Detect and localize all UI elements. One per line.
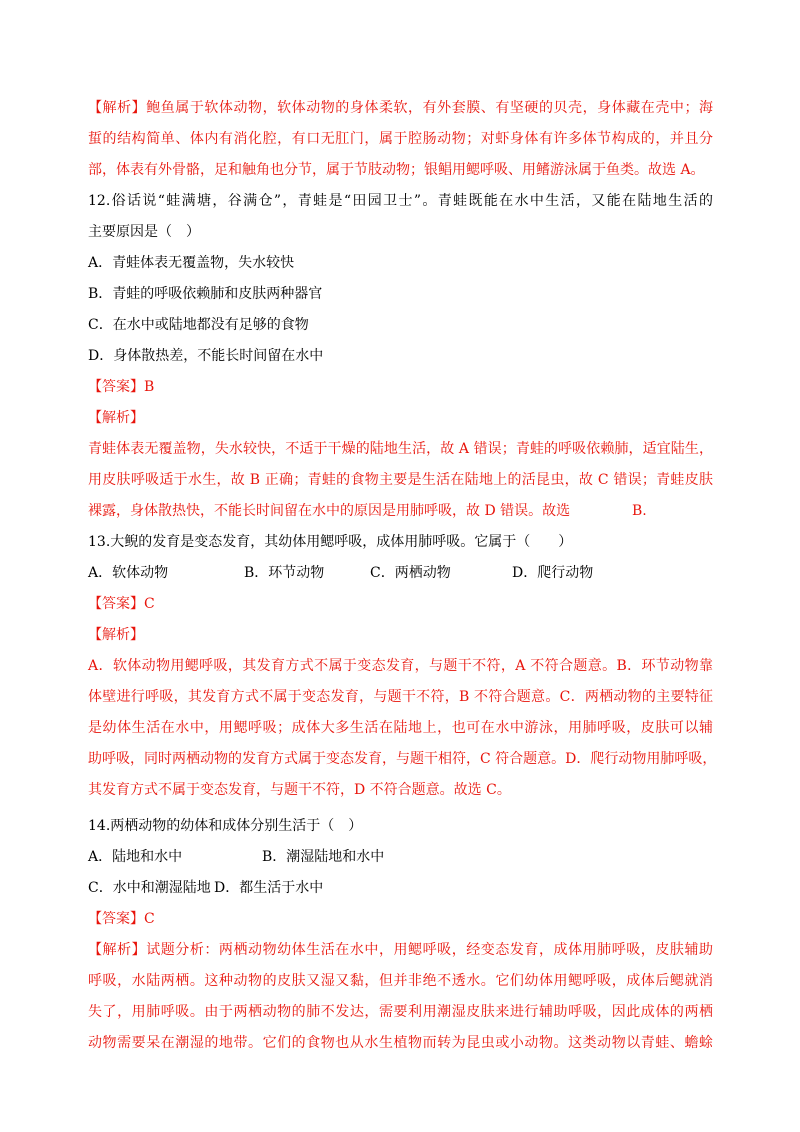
q14-option-c: C．水中和潮湿陆地: [88, 880, 211, 896]
q14-option-a: A．陆地和水中: [88, 849, 183, 865]
q12-analysis-line: B.: [632, 503, 647, 519]
q12-option-a: A．青蛙体表无覆盖物，失水较快: [88, 255, 295, 271]
q13-option-c: C．两栖动物: [370, 565, 451, 581]
q13-options: [88, 558, 713, 588]
q12-stem: 主要原因是（ ）: [88, 224, 200, 240]
q14-analysis-line: 呼吸，水陆两栖。这种动物的皮肤又湿又黏，但并非绝不透水。它们幼体用鳃呼吸，成体后鳃就消: [88, 973, 713, 989]
q13-analysis-line: 体壁进行呼吸，其发育方式不属于变态发育，与题干不符，B 不符合题意。C．两栖动物的主要特征: [88, 689, 713, 705]
q14-option-d: D．都生活于水中: [214, 880, 324, 896]
q11-analysis-line: 部，体表有外骨骼，足和触角也分节，属于节肢动物；银鲳用鳃呼吸、用鳍游泳属于鱼类。故选 A。: [88, 162, 705, 178]
q13-analysis-line: 其发育方式不属于变态发育，与题干不符，D 不符合题意。故选 C。: [88, 782, 511, 798]
q12-stem: 12.俗话说“蛙满塘，谷满仓”，青蛙是“田园卫士”。青蛙既能在水中生活，又能在陆地生活的: [88, 193, 713, 209]
q14-analysis-line: 动物需要呆在潮湿的地带。它们的食物也从水生植物而转为昆虫或小动物。这类动物以青蛙、蟾蜍: [88, 1035, 713, 1051]
q14-stem: 14.两栖动物的幼体和成体分别生活于（ ）: [88, 818, 363, 834]
q11-analysis-line: 蜇的结构简单、体内有消化腔，有口无肛门，属于腔肠动物；对虾身体有许多体节构成的，并且分: [88, 131, 713, 147]
q14-answer: 【答案】C: [88, 911, 155, 927]
q14-options-row: [88, 842, 713, 872]
q13-analysis-line: 是幼体生活在水中，用鳃呼吸；成体大多生活在陆地上，也可在水中游泳，用肺呼吸，皮肤可以辅: [88, 720, 713, 736]
q13-analysis-line: 助呼吸，同时两栖动物的发育方式属于变态发育，与题干相符，C 符合题意。D．爬行动物用肺呼吸，: [88, 751, 717, 767]
q13-option-d: D．爬行动物: [512, 565, 594, 581]
q12-answer: 【答案】B: [88, 379, 155, 395]
q13-analysis-title: 【解析】: [88, 627, 144, 643]
q14-option-b: B．潮湿陆地和水中: [262, 849, 385, 865]
q12-analysis-line: 用皮肤呼吸适于水生，故 B 正确；青蛙的食物主要是生活在陆地上的活昆虫，故 C 错误；青蛙皮肤: [88, 472, 713, 488]
q12-option-c: C．在水中或陆地都没有足够的食物: [88, 317, 309, 333]
q13-answer: 【答案】C: [88, 596, 155, 612]
q13-stem: 13.大鲵的发育是变态发育，其幼体用鳃呼吸，成体用肺呼吸。它属于（ ）: [88, 534, 573, 550]
q12-analysis-title: 【解析】: [88, 410, 144, 426]
q14-analysis-line: 失了，用肺呼吸。由于两栖动物的肺不发达，需要利用潮湿皮肤来进行辅助呼吸，因此成体的两栖: [88, 1004, 713, 1020]
q14-analysis-line: 【解析】试题分析：两栖动物幼体生活在水中，用鳃呼吸，经变态发育，成体用肺呼吸，皮肤辅助: [88, 942, 713, 958]
q14-options-row: [88, 873, 713, 903]
q13-option-a: A．软体动物: [88, 565, 169, 581]
q12-analysis-line: 裸露，身体散热快，不能长时间留在水中的原因是用肺呼吸，故 D 错误。故选: [88, 503, 571, 519]
q11-analysis-line: 【解析】鲍鱼属于软体动物，软体动物的身体柔软，有外套膜、有坚硬的贝壳，身体藏在壳中；海: [88, 100, 713, 116]
q12-analysis-line: 青蛙体表无覆盖物，失水较快，不适于干燥的陆地生活，故 A 错误；青蛙的呼吸依赖肺，适宜陆生，: [88, 441, 713, 457]
q12-option-b: B．青蛙的呼吸依赖肺和皮肤两种器官: [88, 286, 323, 302]
q13-analysis-line: A．软体动物用鳃呼吸，其发育方式不属于变态发育，与题干不符，A 不符合题意。B．环节动物靠: [88, 658, 713, 674]
q13-option-b: B．环节动物: [244, 565, 325, 581]
q12-option-d: D．身体散热差，不能长时间留在水中: [88, 348, 324, 364]
